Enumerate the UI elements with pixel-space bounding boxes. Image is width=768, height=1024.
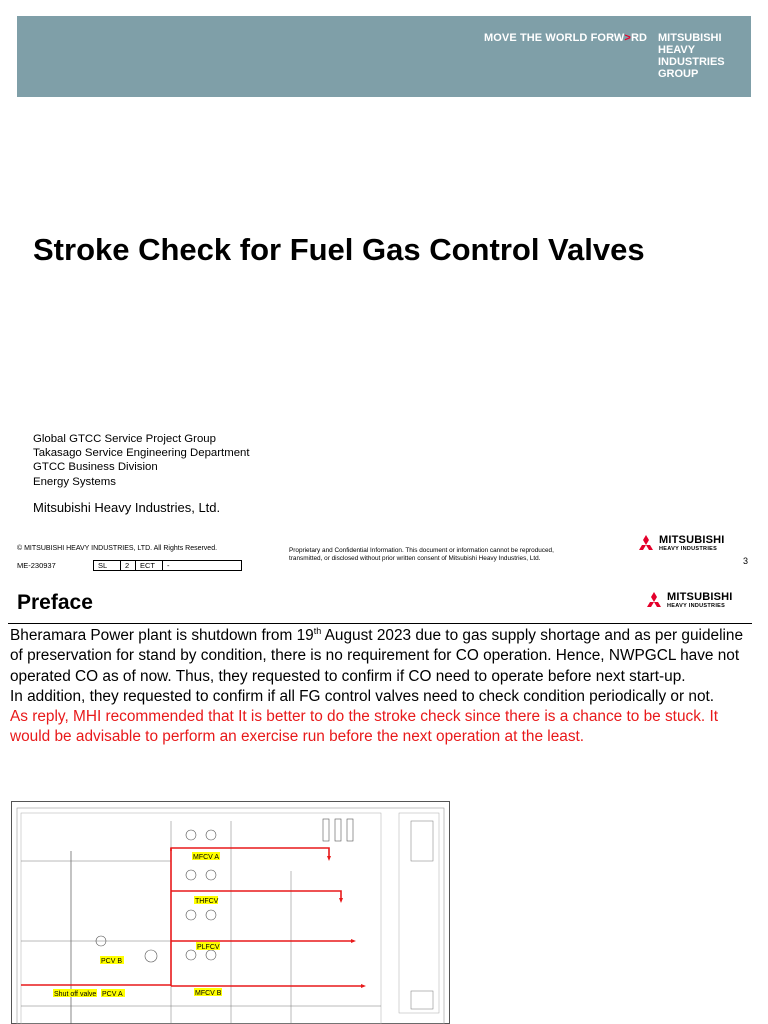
proprietary-notice: Proprietary and Confidential Information. This document or information cannot be reproduced, transmitted, or disclosed without prior written consent of Mitsubishi Heavy Industries, Ltd. [289,547,554,563]
paragraph: In addition, they requested to confirm if all FG control valves need to check condition periodically or not. [10,687,715,705]
slogan: MOVE THE WORLD FORW>RD [484,32,648,44]
org-line: GTCC Business Division [33,461,158,474]
label-plfcv [196,942,220,951]
three-diamonds-icon [636,535,656,553]
paragraph: Bheramara Power plant is shutdown from 19th August 2023 due to gas supply shortage and as per guideline of preservation for stand by condition, there is no requirement for CO operation. Hence, NWPGCL have not operated CO as of now. Thus, they requested to confirm if CO need to operate before next start-up. [10,625,744,685]
header-banner [17,16,751,97]
svg-text:THFCV: THFCV [195,898,219,905]
org-line: Takasago Service Engineering Department [33,447,250,460]
label-pcv-b [100,956,124,965]
reply-paragraph: As reply, MHI recommended that It is better to do the stroke check since there is a chance to be stuck. It would be advisable to perform an exercise run before the next operation at the least. [10,708,719,746]
copyright: © MITSUBISHI HEAVY INDUSTRIES, LTD. All Rights Reserved. [17,545,218,552]
svg-text:PCV A: PCV A [102,991,123,998]
label-shut-off-valve [53,989,97,998]
doc-cell: SL [94,561,121,571]
mitsubishi-logo: MITSUBISHI HEAVY INDUSTRIES [636,535,725,553]
svg-text:PLFCV: PLFCV [197,944,220,951]
preface-body [10,626,755,748]
slogan-arrow-icon: > [624,32,631,44]
svg-text:MFCV B: MFCV B [195,990,222,997]
label-mfcv-b [194,988,222,997]
company-name: Mitsubishi Heavy Industries, Ltd. [33,500,221,515]
label-mfcv-a [192,852,220,861]
doc-cell: 2 [121,561,136,571]
svg-text:MFCV A: MFCV A [193,854,220,861]
doc-cell: ECT [136,561,163,571]
page-title: Stroke Check for Fuel Gas Control Valves [33,232,645,267]
org-line: Global GTCC Service Project Group [33,433,216,445]
label-pcv-a [101,989,125,998]
document-number: ME-230937 [17,561,56,570]
preface-heading: Preface [17,591,93,614]
svg-text:PCV B: PCV B [101,958,123,965]
label-thfcv [194,896,219,905]
page-number: 3 [743,556,749,566]
org-line: Energy Systems [33,475,116,488]
three-diamonds-icon [644,592,664,610]
svg-text:Shut off valve: Shut off valve [54,991,97,998]
mitsubishi-logo: MITSUBISHI HEAVY INDUSTRIES [644,592,733,610]
doc-cell: - [163,561,242,571]
document-number-row [17,560,242,571]
group-name: MITSUBISHI HEAVY INDUSTRIES GROUP [658,32,725,80]
fuel-gas-pid-diagram [11,801,450,1024]
heading-divider [8,623,752,624]
document-code-table [93,560,242,571]
organization-lines [33,432,250,489]
